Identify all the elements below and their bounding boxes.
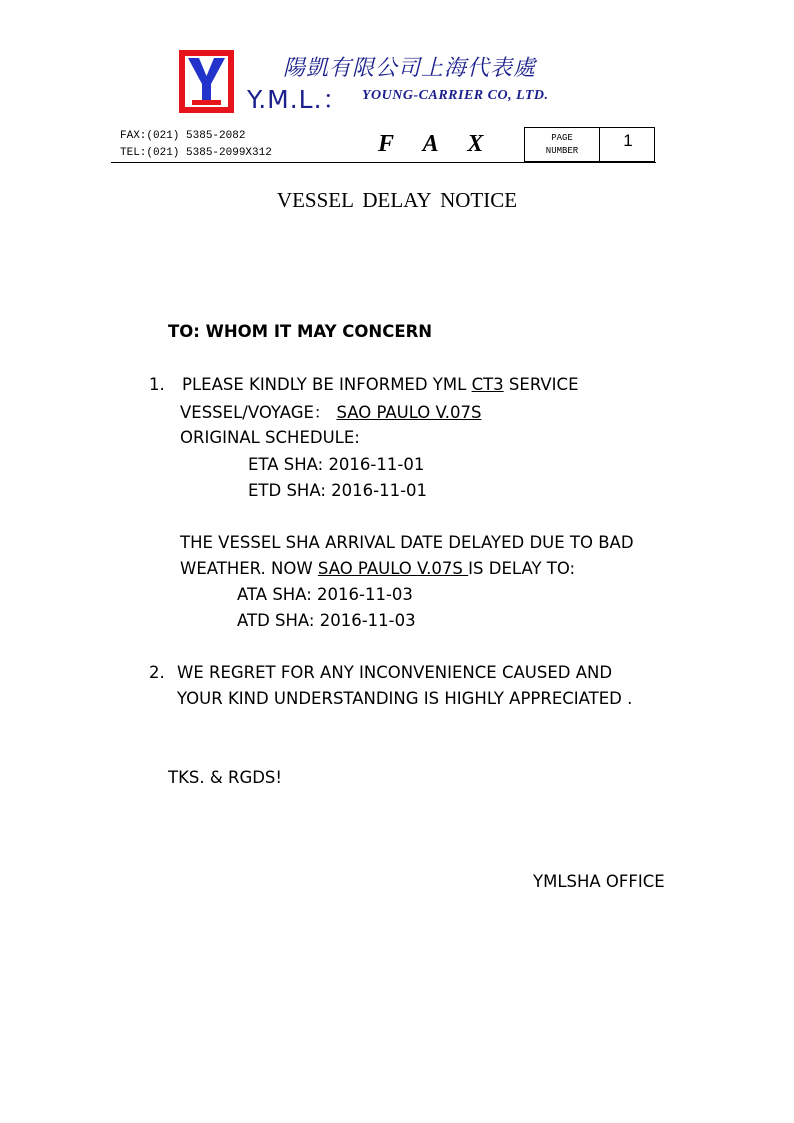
page-number-label: PAGE NUMBER <box>525 128 600 161</box>
page-number-value: 1 <box>623 131 633 150</box>
yml-logo-icon <box>179 50 234 113</box>
item-2-line-1: WE REGRET FOR ANY INCONVENIENCE CAUSED AND <box>177 663 613 682</box>
company-short-name: Y.M.L.： <box>247 85 349 114</box>
closing: TKS. & RGDS! <box>168 768 283 787</box>
greeting: TO: WHOM IT MAY CONCERN <box>168 322 433 341</box>
atd-line: ATD SHA: 2016-11-03 <box>237 611 416 630</box>
company-chinese-name: 陽凱有限公司上海代表處 <box>283 56 537 81</box>
fax-title: F A X <box>378 131 496 157</box>
service-code: CT3 <box>471 375 504 394</box>
fax-number: FAX:(021) 5385-2082 <box>120 130 246 142</box>
item-1-number: 1. <box>149 375 165 394</box>
vessel-name: SAO PAULO V.07S <box>336 403 482 422</box>
delay-vessel-name: SAO PAULO V.07S <box>317 559 469 578</box>
item-2-line-2: YOUR KIND UNDERSTANDING IS HIGHLY APPRECIATED . <box>177 689 633 708</box>
etd-line: ETD SHA: 2016-11-01 <box>248 481 428 500</box>
company-name: YOUNG-CARRIER CO, LTD. <box>362 88 549 103</box>
tel-number: TEL:(021) 5385-2099X312 <box>120 147 272 159</box>
eta-line: ETA SHA: 2016-11-01 <box>248 455 425 474</box>
ata-line: ATA SHA: 2016-11-03 <box>237 585 413 604</box>
delay-line-2: WEATHER. NOW SAO PAULO V.07S IS DELAY TO: <box>180 559 576 578</box>
item-1-line-1: PLEASE KINDLY BE INFORMED YML CT3 SERVICE <box>182 375 579 394</box>
page-number-box <box>524 127 655 162</box>
item-2-number: 2. <box>149 663 165 682</box>
notice-title: VESSEL DELAY NOTICE <box>276 188 518 212</box>
vessel-voyage-line: VESSEL/VOYAGE： SAO PAULO V.07S <box>180 403 482 422</box>
delay-line-1: THE VESSEL SHA ARRIVAL DATE DELAYED DUE TO BAD <box>180 533 634 552</box>
header-divider <box>111 162 656 163</box>
original-schedule-label: ORIGINAL SCHEDULE: <box>180 428 360 447</box>
signature: YMLSHA OFFICE <box>533 872 665 891</box>
